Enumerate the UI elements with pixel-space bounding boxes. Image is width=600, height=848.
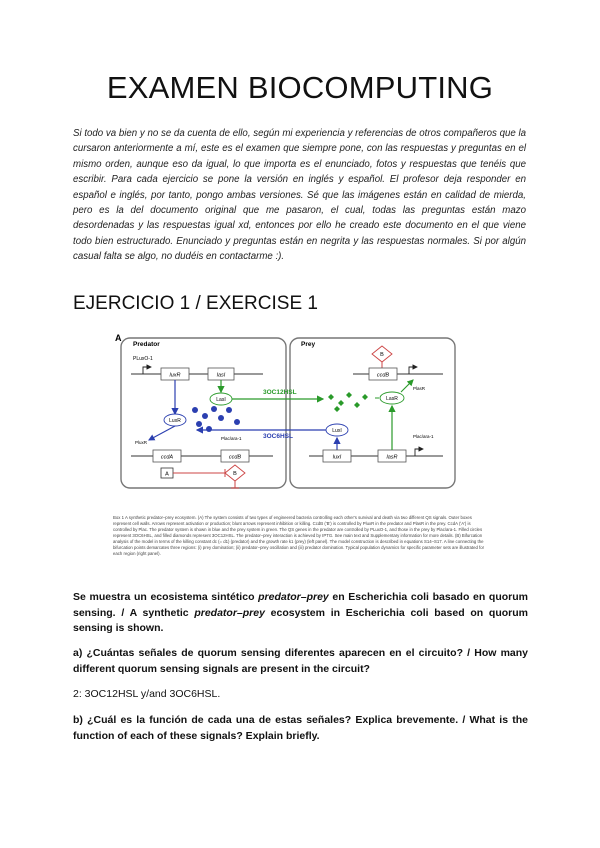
question-a: a) ¿Cuántas señales de quorum sensing diferentes aparecen en el circuito? / How many different quorum sensing signals are present in the circuit? xyxy=(73,647,528,675)
figure-caption: Box 1 A synthetic predator–prey ecosystem. (A) The system consists of two types of engineered bacteria controlling each other's survival and death via two different QS signals. Outer boxes represent cell walls. Arrows represent activation or production; blunt arrows represent inhibition or killing. CcdB ('B') is controlled by PluxR in the predator and PlasR in the prey. CcdA ('A') is controlled by Plac. The predator system is shown in blue and the prey system in green. The QS genes in the predator are controlled by PLuxO-1, and those in the prey by Plac/ara-1. Filled circles represent 3OC6HSL, and filled diamonds represent 3OC12HSL. The predator–prey interaction is achieved by IPTG. See main text and Supplementary information for more details. (B) Bifurcation analysis of the model in terms of the killing constant dc (= d1) (predator) and the growth rate k1 (prey) (left panel). The model construction is described in equations S14–S17. A line connecting the bifurcation points demarcates three regions: (i) prey domination; (ii) predator–prey oscillation and (iii) predator domination. Typical population dynamics for specific parameter sets are illustrated for each region (right panel). xyxy=(113,515,485,556)
svg-text:PlasR: PlasR xyxy=(413,386,426,391)
svg-text:ccdB: ccdB xyxy=(228,454,242,461)
svg-text:Plac/ara-1: Plac/ara-1 xyxy=(413,434,434,439)
svg-text:Plac/ara-1: Plac/ara-1 xyxy=(221,436,242,441)
svg-text:LasR: LasR xyxy=(386,396,398,402)
svg-text:luxR: luxR xyxy=(169,372,181,379)
prey-cell xyxy=(290,338,455,488)
svg-text:ccdA: ccdA xyxy=(160,454,174,461)
svg-text:A: A xyxy=(165,471,169,478)
svg-text:ccdB: ccdB xyxy=(376,372,390,379)
circuit-diagram xyxy=(113,332,488,510)
circles-3oc6hsl xyxy=(192,406,240,432)
promoter-lux-label: PLuxO-1 xyxy=(133,356,153,362)
predator-label: Predator xyxy=(133,341,160,348)
svg-text:LuxR: LuxR xyxy=(169,418,181,424)
page-title: EXAMEN BIOCOMPUTING xyxy=(106,70,494,105)
panel-label: A xyxy=(115,333,122,343)
figure-predator-prey xyxy=(113,332,488,562)
svg-text:B: B xyxy=(380,352,384,358)
statement: Se muestra un ecosistema sintético predator–prey en Escherichia coli basado en quorum sensing. / A synthetic predator–prey ecosystem in Escherichia coli based on quorum sensing is shown. xyxy=(73,591,529,634)
signal-3oc12hsl: 3OC12HSL xyxy=(263,389,297,396)
svg-text:PluxR: PluxR xyxy=(135,440,148,445)
svg-text:LasI: LasI xyxy=(216,397,226,403)
svg-text:B: B xyxy=(233,471,237,477)
svg-text:lasI: lasI xyxy=(216,372,226,379)
answer-a: 2: 3OC12HSL y/and 3OC6HSL. xyxy=(73,688,221,700)
intro-paragraph: Si todo va bien y no se da cuenta de ello, según mi experiencia y referencias de otros compañeros que la cursaron anteriormente a mí, este es el examen que siempre pone, con las respuestas y preguntas en el mismo orden, aunque eso da igual, lo que importa es el enunciado, fotos y respuestas que tenéis que escribir. Para cada ejercicio se pone la versión en inglés y español. El profesor deja responder en español e inglés, por tanto, pongo ambas versiones. Sé que las imágenes están en calidad de mierda, pero es la del documento original que me pasaron, el cual, todas las preguntas están mazo desordenadas y las respuestas igual xd, entonces por ello he creado este documento en el que viene todo bien estructurado. Enunciado y preguntas están en negrita y las respuestas normales. Si por algún casual falta se algo, no dudéis en contactarme :). xyxy=(73,128,526,263)
prey-label: Prey xyxy=(301,341,316,348)
section-heading: EJERCICIO 1 / EXERCISE 1 xyxy=(73,293,318,314)
svg-text:lasR: lasR xyxy=(386,454,398,461)
diamonds-3oc12hsl xyxy=(328,392,368,412)
question-b: b) ¿Cuál es la función de cada una de estas señales? Explica brevemente. / What is the function of each of these signals? Explain briefly. xyxy=(73,714,528,742)
signal-3oc6hsl: 3OC6HSL xyxy=(263,433,293,440)
svg-text:luxI: luxI xyxy=(332,454,342,461)
svg-text:LuxI: LuxI xyxy=(332,428,342,434)
